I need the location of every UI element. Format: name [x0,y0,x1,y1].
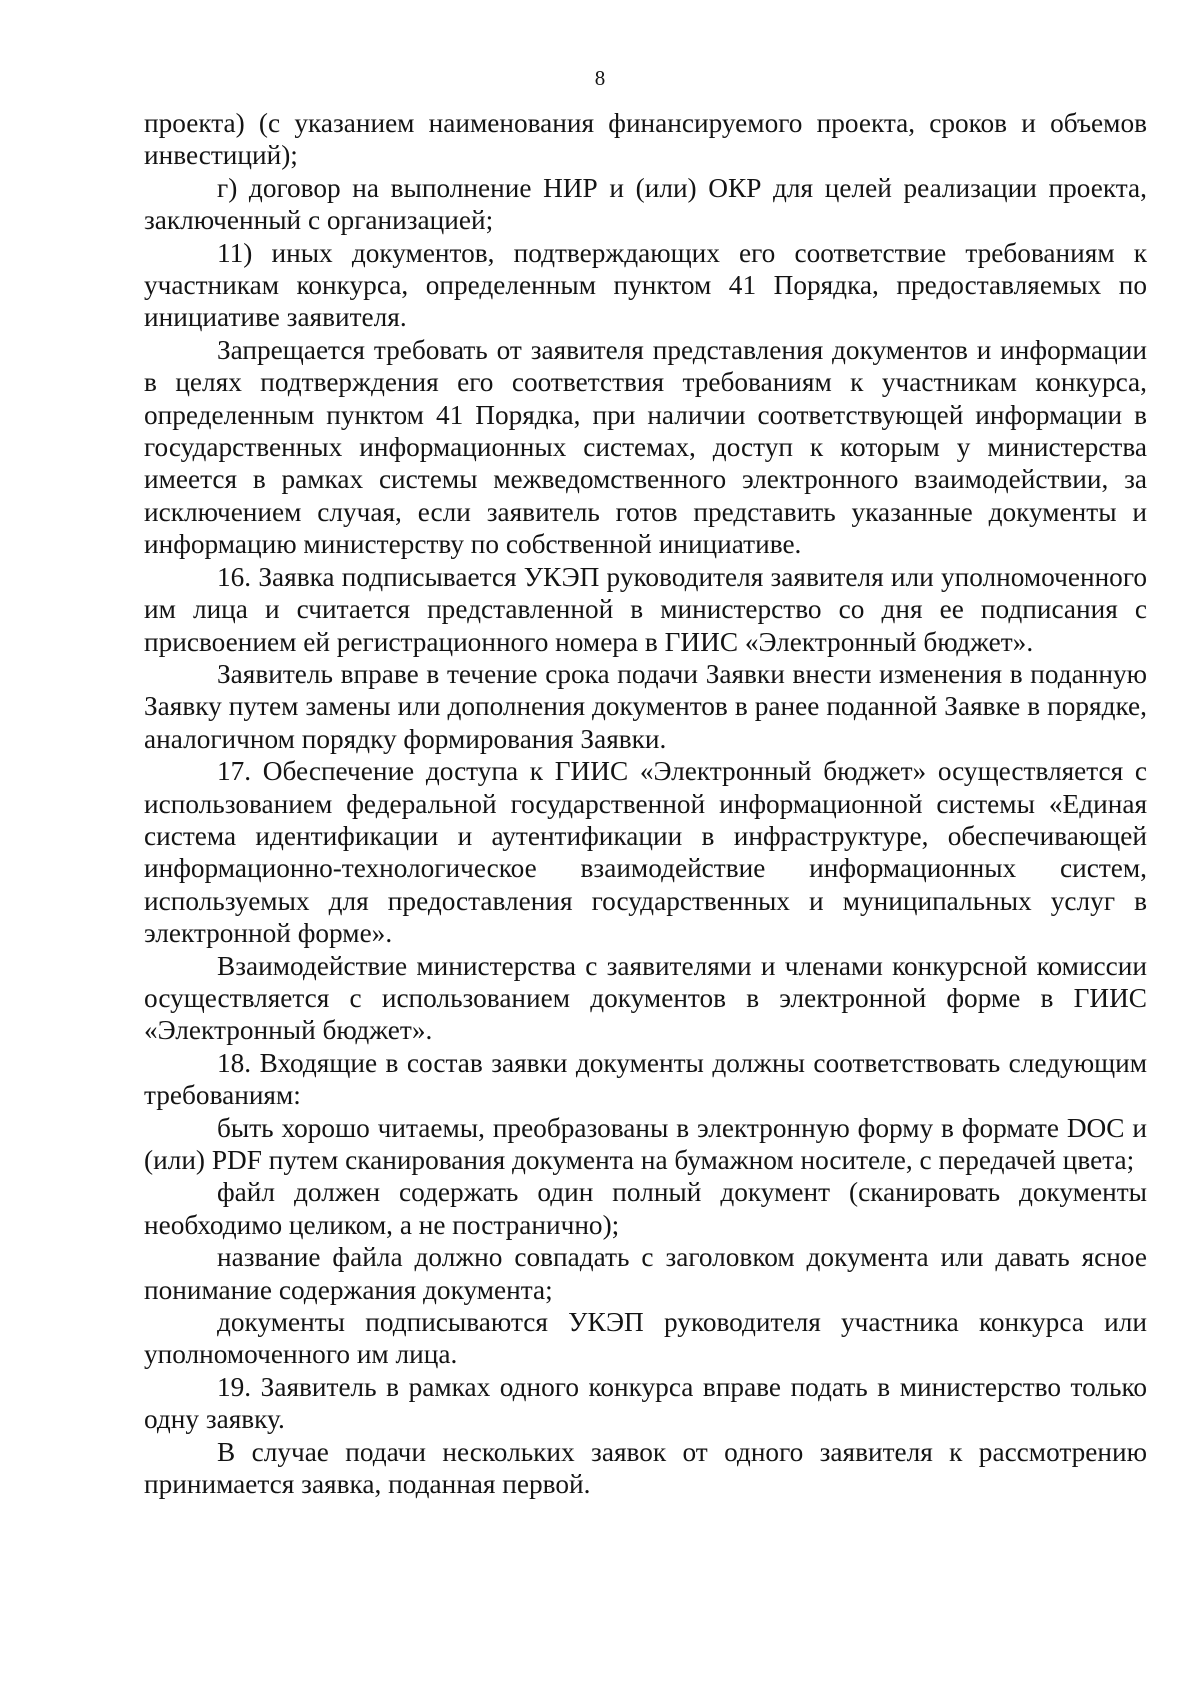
paragraph: документы подписываются УКЭП руководителя участника конкурса или уполномоченного им лица. [144,1307,1147,1370]
paragraph: проекта) (с указанием наименования финансируемого проекта, сроков и объемов инвестиций); [144,108,1147,171]
page-number: 8 [594,66,606,90]
paragraph: 18. Входящие в состав заявки документы должны соответствовать следующим требованиям: [144,1047,1147,1111]
body-text [144,107,1147,1500]
paragraph: Взаимодействие министерства с заявителями и членами конкурсной комиссии осуществляется с использованием документов в электронной форме в ГИИС «Электронный бюджет». [144,950,1147,1046]
paragraph: В случае подачи нескольких заявок от одного заявителя к рассмотрению принимается заявка, поданная первой. [144,1436,1147,1500]
paragraph: 16. Заявка подписывается УКЭП руководителя заявителя или уполномоченного им лица и считается представленной в министерство со дня ее подписания с присвоением ей регистрационного номера в ГИИС «Электронный бюджет». [144,561,1147,657]
paragraph: 11) иных документов, подтверждающих его соответствие требованиям к участникам конкурса, определенным пунктом 41 Порядка, предоставляемых по инициативе заявителя. [144,237,1147,333]
paragraph: быть хорошо читаемы, преобразованы в электронную форму в формате DOC и (или) PDF путем сканирования документа на бумажном носителе, с передачей цвета; [144,1112,1147,1175]
paragraph: название файла должно совпадать с заголовком документа или давать ясное понимание содержания документа; [144,1242,1147,1305]
paragraph: 19. Заявитель в рамках одного конкурса вправе подать в министерство только одну заявку. [144,1371,1147,1435]
paragraph: файл должен содержать один полный документ (сканировать документы необходимо целиком, а не постранично); [144,1177,1147,1240]
paragraph: 17. Обеспечение доступа к ГИИС «Электронный бюджет» осуществляется с использованием федеральной государственной информационной системы «Единая система идентификации и аутентификации в инфраструктуре, обеспечивающей информационно-технологическое взаимодействие информационных систем, используемых для предоставления государственных и муниципальных услуг в электронной форме». [144,756,1147,949]
paragraph: г) договор на выполнение НИР и (или) ОКР для целей реализации проекта, заключенный с организацией; [144,172,1147,236]
paragraph: Запрещается требовать от заявителя представления документов и информации в целях подтверждения его соответствия требованиям к участникам конкурса, определенным пунктом 41 Порядка, при наличии соответствующей информации в государственных информационных системах, доступ к которым у министерства имеется в рамках системы межведомственного электронного взаимодействии, за исключением случая, если заявитель готов представить указанные документы и информацию министерству по собственной инициативе. [144,334,1147,560]
paragraph: Заявитель вправе в течение срока подачи Заявки внести изменения в поданную Заявку путем замены или дополнения документов в ранее поданной Заявке в порядке, аналогичном порядку формирования Заявки. [144,658,1147,754]
